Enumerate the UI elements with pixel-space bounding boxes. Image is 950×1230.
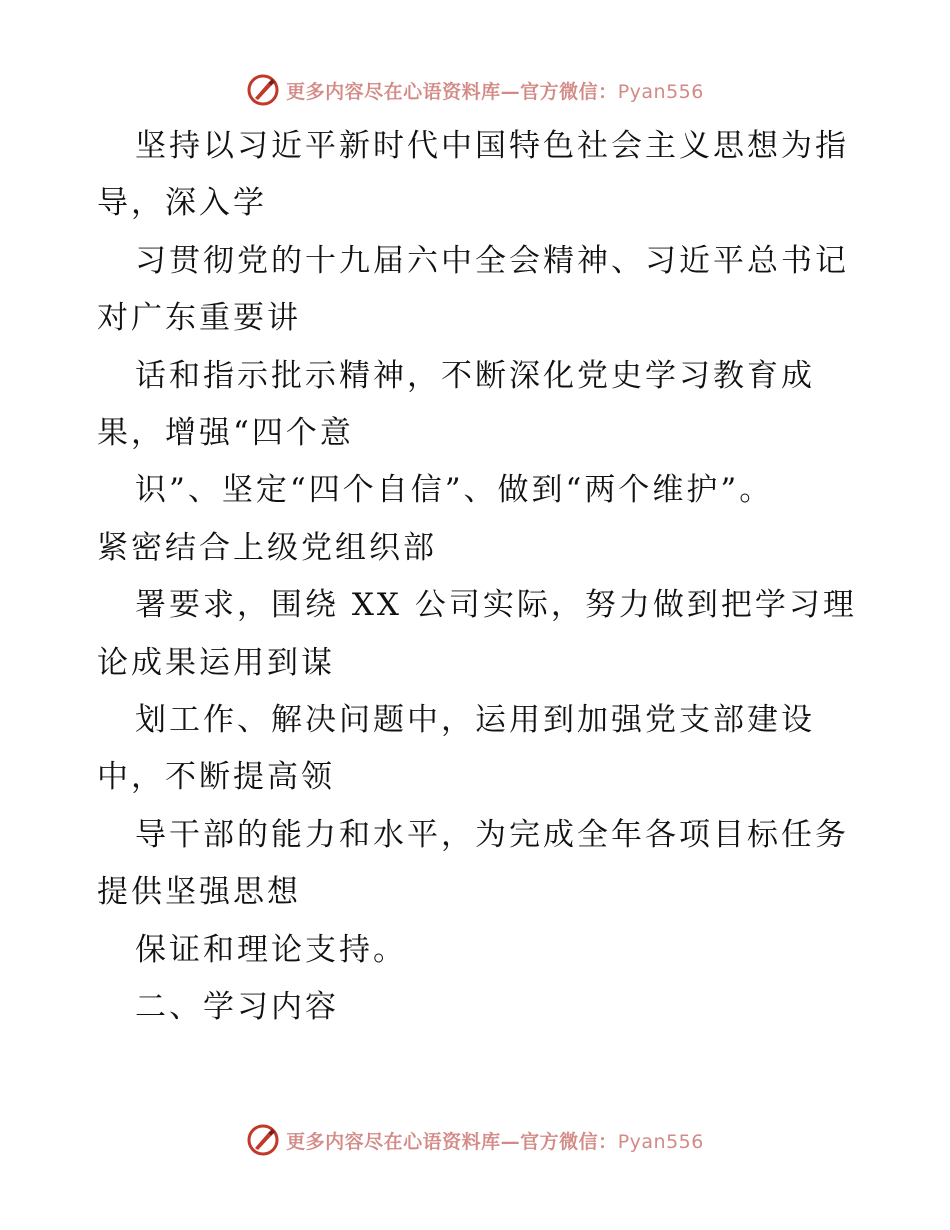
text-line: 中，不断提高领 [97, 759, 335, 796]
watermark-site: 更多内容尽在心语资料库 [286, 1130, 501, 1153]
text-line: 果，增强“四个意 [97, 415, 354, 452]
text-line: 话和指示批示精神，不断深化党史学习教育成 [135, 357, 815, 394]
text-line: 提供坚强思想 [97, 874, 301, 911]
watermark-separator: — [500, 1130, 521, 1153]
text-line: 对广东重要讲 [97, 300, 301, 337]
watermark-wechat-label: 官方微信： [520, 80, 618, 103]
watermark-separator: — [500, 80, 521, 103]
text-line: 紧密结合上级党组织部 [97, 529, 437, 566]
footer-watermark [0, 1120, 950, 1160]
watermark-wechat-id: Pyan556 [617, 80, 704, 103]
header-watermark [0, 70, 950, 110]
text-line: 习贯彻党的十九届六中全会精神、习近平总书记 [135, 242, 849, 279]
section-heading: 二、学习内容 [135, 989, 339, 1026]
watermark-site: 更多内容尽在心语资料库 [286, 80, 501, 103]
watermark-text [286, 1127, 704, 1154]
watermark-wechat-id: Pyan556 [617, 1130, 704, 1153]
watermark-text [286, 77, 704, 104]
text-line: 划工作、解决问题中，运用到加强党支部建设 [135, 702, 815, 739]
pen-logo-icon [246, 1123, 280, 1157]
text-line: 署要求，围绕 XX 公司实际，努力做到把学习理 [135, 587, 857, 624]
text-line: 论成果运用到谋 [97, 644, 335, 681]
text-line: 导干部的能力和水平，为完成全年各项目标任务 [135, 816, 849, 853]
text-line: 保证和理论支持。 [135, 931, 407, 968]
text-line: 坚持以习近平新时代中国特色社会主义思想为指 [135, 128, 849, 164]
text-line: 识”、坚定“四个自信”、做到“两个维护”。 [135, 472, 774, 509]
text-line: 导，深入学 [97, 185, 267, 222]
pen-logo-icon [246, 73, 280, 107]
watermark-wechat-label: 官方微信： [520, 1130, 618, 1153]
document-body [97, 118, 867, 1037]
